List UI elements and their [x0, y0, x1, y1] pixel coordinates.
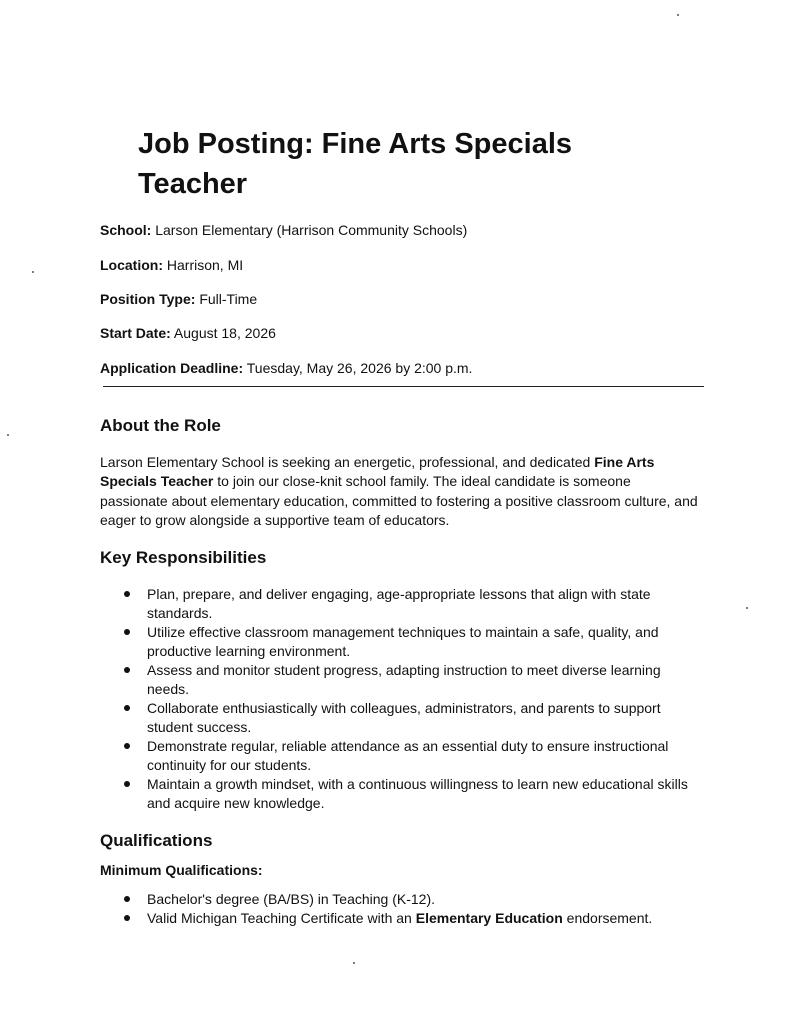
minimum-qualifications-heading: Minimum Qualifications:: [100, 862, 263, 878]
detail-application-deadline: [100, 359, 472, 377]
bullet-icon: [124, 705, 130, 711]
about-text-1: Larson Elementary School is seeking an energetic, professional, and dedicated: [100, 454, 595, 470]
qualification-text-post: endorsement.: [562, 910, 653, 926]
detail-label: Location:: [100, 257, 163, 273]
detail-value: Full-Time: [199, 291, 258, 307]
scan-speck: [353, 962, 355, 964]
bullet-icon: [124, 743, 130, 749]
detail-label: Application Deadline:: [100, 360, 244, 376]
list-item-text: Demonstrate regular, reliable attendance as an essential duty to ensure instructional continuity for our students.: [147, 738, 669, 773]
page-title: Job Posting: Fine Arts Specials Teacher: [138, 128, 573, 200]
horizontal-divider: [103, 386, 704, 387]
about-paragraph: [100, 453, 700, 530]
list-item-text: Maintain a growth mindset, with a continuous willingness to learn new educational skills and acquire new knowledge.: [147, 776, 688, 811]
scan-speck: [677, 14, 679, 16]
list-item-text: Assess and monitor student progress, adapting instruction to meet diverse learning needs.: [147, 662, 661, 697]
about-bold-role: Fine Arts Specials Teacher: [100, 454, 655, 490]
about-text-2: to join our close-knit school family. The ideal candidate is someone passionate about elementary education, committed to fostering a positive classroom culture, and eager to grow alongside a supportive team of educators.: [100, 473, 698, 528]
detail-school: [100, 221, 467, 239]
detail-value: Tuesday, May 26, 2026 by 2:00 p.m.: [246, 360, 473, 376]
bullet-icon: [124, 781, 130, 787]
detail-label: Start Date:: [100, 325, 171, 341]
scan-speck: [746, 607, 748, 609]
detail-value: Harrison, MI: [166, 257, 244, 273]
detail-value: August 18, 2026: [173, 325, 276, 341]
bullet-icon: [124, 629, 130, 635]
responsibilities-heading: Key Responsibilities: [100, 548, 267, 567]
bullet-icon: [124, 591, 130, 597]
list-item-text: Bachelor's degree (BA/BS) in Teaching (K-12).: [147, 891, 436, 907]
list-item-text: Plan, prepare, and deliver engaging, age-appropriate lessons that align with state standards.: [147, 586, 651, 621]
qualification-text-pre: Valid Michigan Teaching Certificate with an: [147, 910, 416, 926]
detail-position-type: [100, 290, 257, 308]
list-item-text: Collaborate enthusiastically with colleagues, administrators, and parents to support student success.: [147, 700, 661, 735]
scan-speck: [32, 271, 34, 273]
qualifications-heading: Qualifications: [100, 831, 213, 850]
bullet-icon: [124, 667, 130, 673]
about-heading: About the Role: [100, 416, 221, 435]
detail-start-date: [100, 324, 276, 342]
list-item-text: Utilize effective classroom management techniques to maintain a safe, quality, and productive learning environment.: [147, 624, 659, 659]
qualification-text-bold: Elementary Education: [415, 910, 563, 926]
detail-value: Larson Elementary (Harrison Community Schools): [155, 222, 468, 238]
scan-speck: [7, 434, 9, 436]
detail-location: [100, 256, 243, 274]
bullet-icon: [124, 896, 130, 902]
detail-label: School:: [100, 222, 152, 238]
bullet-icon: [124, 915, 130, 921]
detail-label: Position Type:: [100, 291, 196, 307]
list-item-text: [147, 909, 703, 928]
